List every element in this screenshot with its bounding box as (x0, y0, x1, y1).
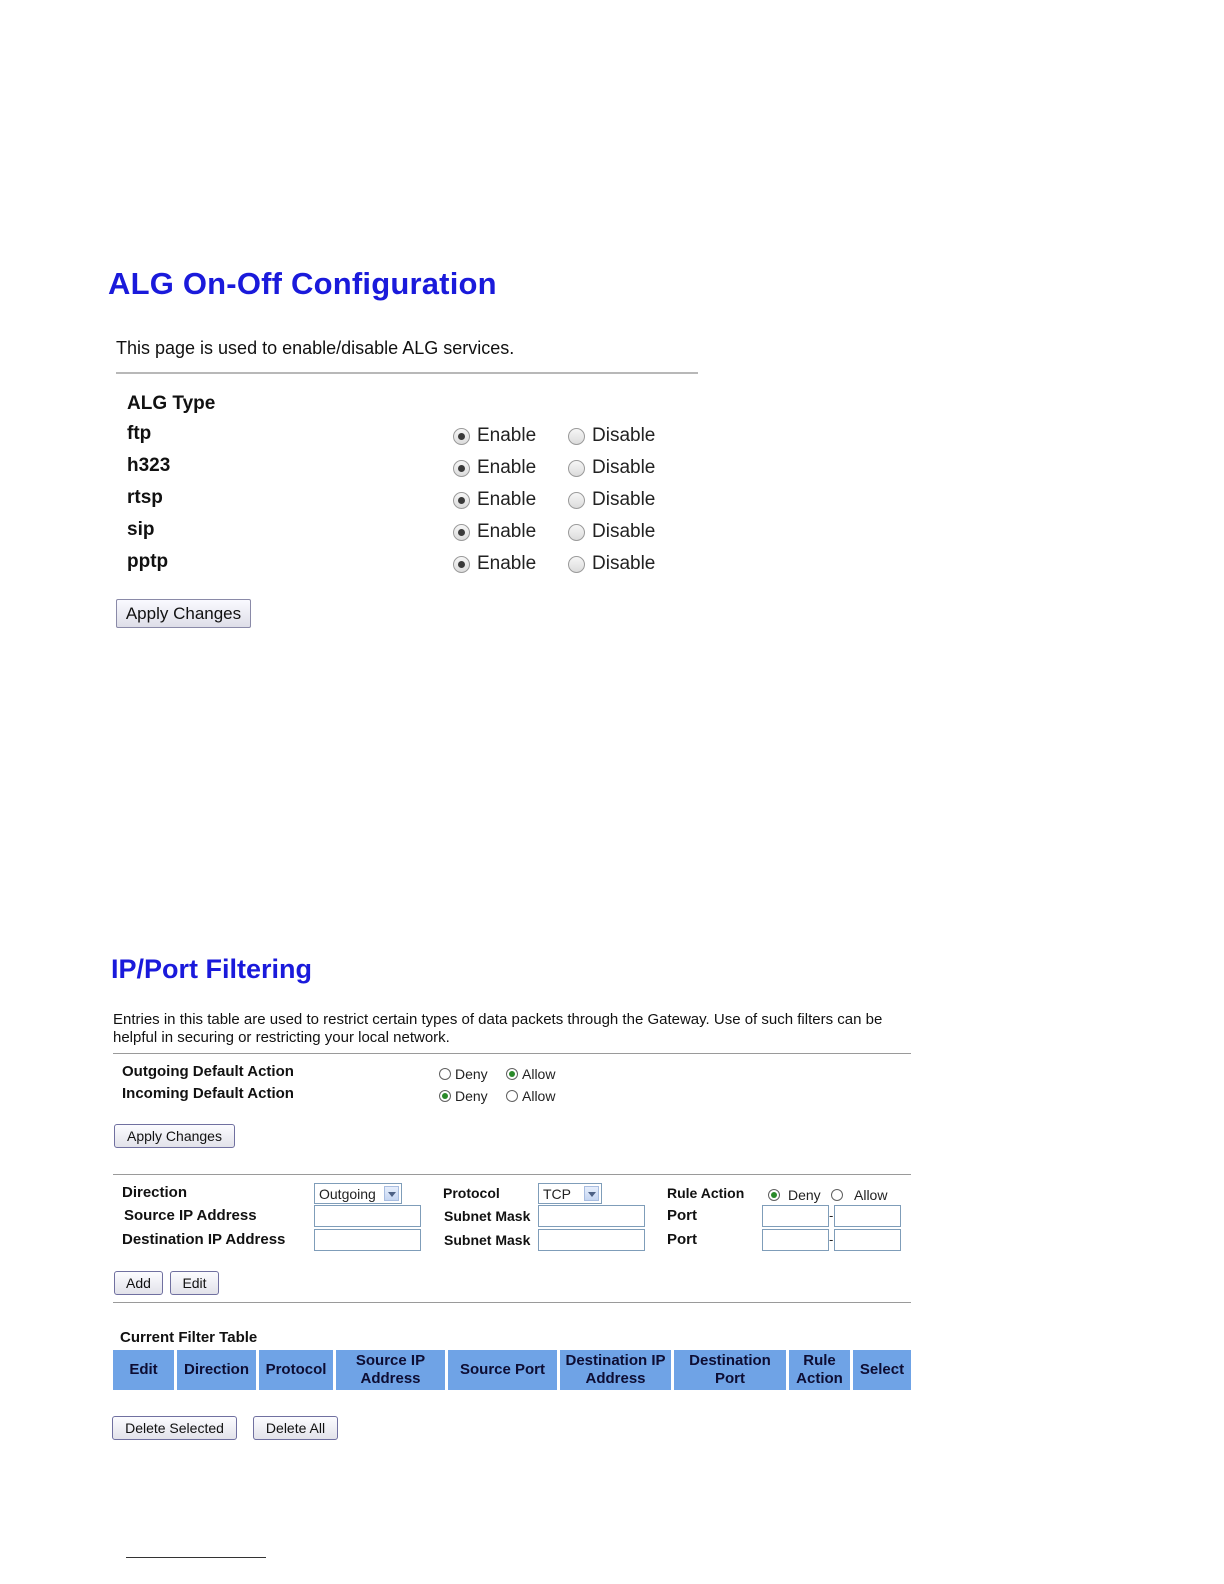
port-range-separator: - (829, 1208, 834, 1223)
radio-selected-icon (453, 492, 470, 509)
outgoing-allow-radio[interactable] (506, 1066, 555, 1082)
disable-label: Disable (592, 521, 656, 542)
dest-port-label: Port (667, 1231, 697, 1248)
alg-row-label-h323: h323 (127, 455, 171, 476)
alg-page-title: ALG On-Off Configuration (108, 266, 497, 301)
enable-label: Enable (477, 553, 537, 574)
rule-action-label: Rule Action (667, 1185, 745, 1201)
radio-selected-icon (506, 1068, 518, 1080)
protocol-select-value: TCP (543, 1185, 571, 1202)
source-port-label: Port (667, 1207, 697, 1224)
source-subnet-mask-label: Subnet Mask (444, 1208, 531, 1224)
disable-label: Disable (592, 489, 656, 510)
rtsp-enable-radio[interactable] (453, 489, 536, 511)
alg-divider (116, 372, 698, 374)
outgoing-deny-radio[interactable] (439, 1066, 488, 1082)
radio-unselected-icon (568, 524, 585, 541)
col-source-ip: Source IP Address (336, 1350, 445, 1390)
pptp-disable-radio[interactable] (568, 553, 655, 575)
table-header-row (113, 1350, 911, 1390)
alg-page-description: This page is used to enable/disable ALG services. (116, 338, 515, 358)
incoming-allow-radio[interactable] (506, 1088, 555, 1104)
radio-unselected-icon (439, 1068, 451, 1080)
col-source-port: Source Port (448, 1350, 557, 1390)
alg-row-label-rtsp: rtsp (127, 487, 163, 508)
radio-unselected-icon (568, 428, 585, 445)
incoming-deny-radio[interactable] (439, 1088, 488, 1104)
rtsp-disable-radio[interactable] (568, 489, 655, 511)
source-port-end-input[interactable] (834, 1205, 901, 1227)
radio-unselected-icon (506, 1090, 518, 1102)
source-ip-input[interactable] (314, 1205, 421, 1227)
sip-disable-radio[interactable] (568, 521, 655, 543)
allow-label: Allow (854, 1187, 888, 1203)
ftp-enable-radio[interactable] (453, 425, 536, 447)
col-select: Select (853, 1350, 911, 1390)
radio-selected-icon (439, 1090, 451, 1102)
source-ip-label: Source IP Address (124, 1207, 257, 1224)
dest-ip-input[interactable] (314, 1229, 421, 1251)
direction-select-value: Outgoing (319, 1185, 376, 1202)
protocol-select[interactable] (538, 1183, 602, 1204)
delete-all-button[interactable]: Delete All (253, 1416, 338, 1440)
col-rule-action: Rule Action (789, 1350, 850, 1390)
ipfilter-divider-bottom (113, 1302, 911, 1303)
allow-label: Allow (522, 1088, 556, 1104)
dest-subnet-mask-input[interactable] (538, 1229, 645, 1251)
ipfilter-page-title: IP/Port Filtering (111, 954, 313, 984)
incoming-default-action-label: Incoming Default Action (122, 1085, 294, 1102)
chevron-down-icon (384, 1186, 399, 1201)
deny-label: Deny (788, 1187, 821, 1203)
disable-label: Disable (592, 553, 656, 574)
radio-selected-icon (453, 428, 470, 445)
alg-row-label-pptp: pptp (127, 551, 169, 572)
col-destination-port: Destination Port (674, 1350, 786, 1390)
radio-selected-icon (453, 524, 470, 541)
col-direction: Direction (177, 1350, 256, 1390)
port-range-separator: - (829, 1232, 834, 1247)
alg-type-header: ALG Type (127, 393, 216, 414)
h323-enable-radio[interactable] (453, 457, 536, 479)
col-protocol: Protocol (259, 1350, 333, 1390)
add-button[interactable]: Add (114, 1271, 163, 1295)
enable-label: Enable (477, 489, 537, 510)
delete-selected-button[interactable]: Delete Selected (112, 1416, 237, 1440)
direction-select[interactable] (314, 1183, 402, 1204)
enable-label: Enable (477, 521, 537, 542)
deny-label: Deny (455, 1088, 488, 1104)
radio-unselected-icon (568, 492, 585, 509)
edit-button[interactable]: Edit (170, 1271, 219, 1295)
current-filter-table-title: Current Filter Table (120, 1329, 258, 1346)
disable-label: Disable (592, 457, 656, 478)
allow-label: Allow (522, 1066, 556, 1082)
dest-ip-label: Destination IP Address (122, 1231, 286, 1248)
dest-subnet-mask-label: Subnet Mask (444, 1232, 531, 1248)
radio-unselected-icon (831, 1189, 843, 1201)
radio-unselected-icon (568, 556, 585, 573)
protocol-label: Protocol (443, 1185, 500, 1201)
dest-port-end-input[interactable] (834, 1229, 901, 1251)
disable-label: Disable (592, 425, 656, 446)
h323-disable-radio[interactable] (568, 457, 655, 479)
deny-label: Deny (455, 1066, 488, 1082)
radio-selected-icon (768, 1189, 780, 1201)
direction-label: Direction (122, 1184, 188, 1201)
pptp-enable-radio[interactable] (453, 553, 536, 575)
source-port-start-input[interactable] (762, 1205, 829, 1227)
outgoing-default-action-label: Outgoing Default Action (122, 1063, 294, 1080)
rule-action-allow-radio[interactable] (831, 1187, 887, 1203)
alg-row-label-ftp: ftp (127, 423, 152, 444)
rule-action-deny-radio[interactable] (768, 1187, 821, 1203)
col-destination-ip: Destination IP Address (560, 1350, 671, 1390)
chevron-down-icon (584, 1186, 599, 1201)
alg-row-label-sip: sip (127, 519, 155, 540)
current-filter-table (110, 1350, 914, 1390)
ipfilter-apply-changes-button[interactable]: Apply Changes (114, 1124, 235, 1148)
ipfilter-divider-mid (113, 1174, 911, 1175)
col-edit: Edit (113, 1350, 174, 1390)
footnote-separator (126, 1557, 266, 1558)
sip-enable-radio[interactable] (453, 521, 536, 543)
alg-apply-changes-button[interactable]: Apply Changes (116, 599, 251, 628)
ftp-disable-radio[interactable] (568, 425, 655, 447)
radio-selected-icon (453, 556, 470, 573)
radio-selected-icon (453, 460, 470, 477)
enable-label: Enable (477, 457, 537, 478)
ipfilter-divider-top (113, 1053, 911, 1054)
radio-unselected-icon (568, 460, 585, 477)
source-subnet-mask-input[interactable] (538, 1205, 645, 1227)
enable-label: Enable (477, 425, 537, 446)
dest-port-start-input[interactable] (762, 1229, 829, 1251)
ipfilter-page-description: Entries in this table are used to restrict certain types of data packets through the Gateway. Use of such filters can be helpful in securing or restricting your local network. (113, 1011, 883, 1046)
